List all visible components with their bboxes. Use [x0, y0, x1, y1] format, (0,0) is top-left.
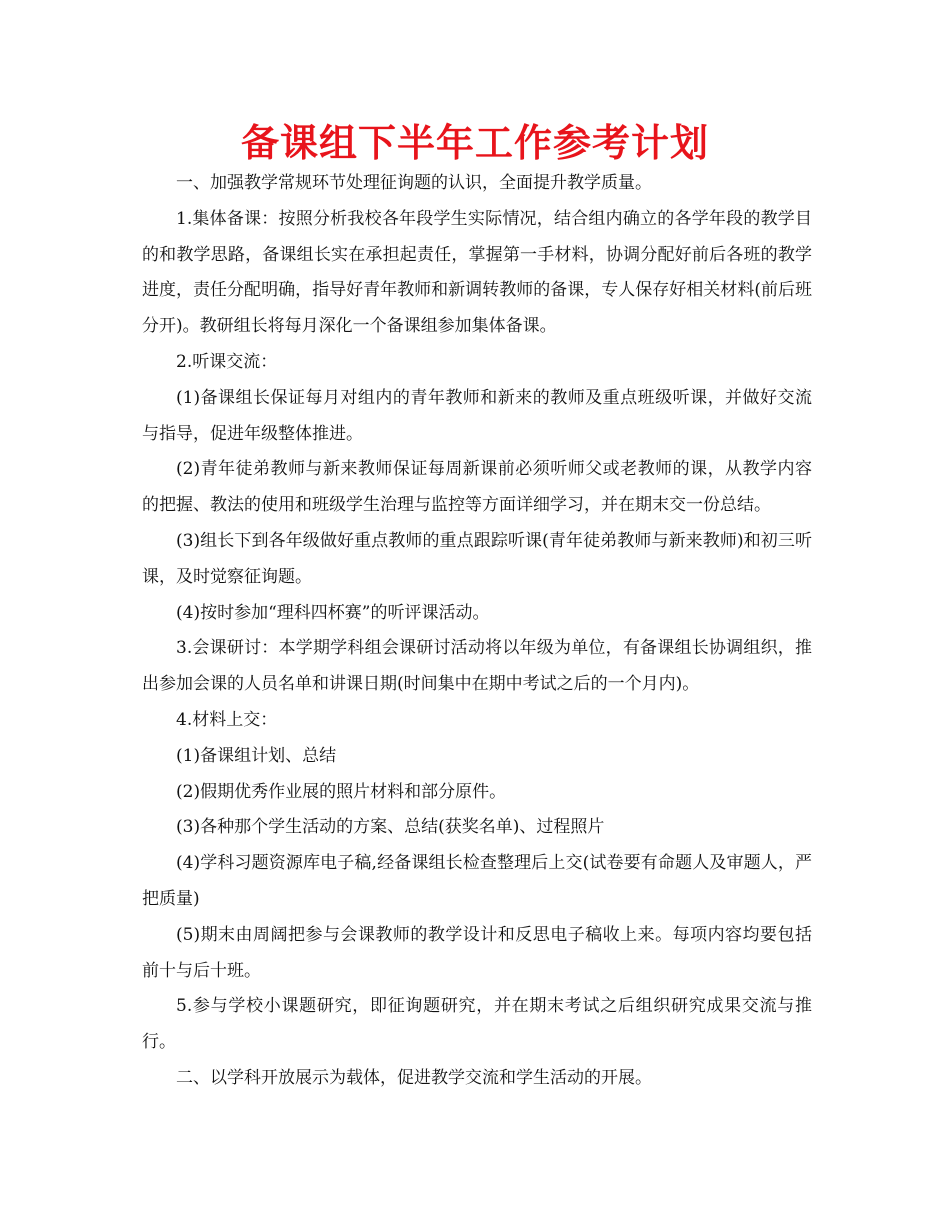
paragraph-observation-item-4: (4)按时参加“理科四杯赛”的听评课活动。 — [176, 602, 490, 623]
paragraph-material-submission: 4.材料上交： — [176, 709, 278, 730]
paragraph-observation-item-3: (3)组长下到各年级做好重点教师的重点跟踪听课(青年徒弟教师与新来教师)和初三听课，及时觉察征询题。 — [142, 530, 812, 587]
paragraph-observation-item-2: (2)青年徒弟教师与新来教师保证每周新课前必须听师父或老教师的课，从教学内容的把握、教法的使用和班级学生治理与监控等方面详细学习，并在期末交一份总结。 — [142, 459, 812, 516]
paragraph-material-item-2: (2)假期优秀作业展的照片材料和部分原件。 — [176, 781, 507, 802]
paragraph-material-item-1: (1)备课组计划、总结 — [176, 745, 337, 766]
paragraph-material-item-5: (5)期末由周阔把参与会课教师的教学设计和反思电子稿收上来。每项内容均要包括前十与后十班。 — [142, 924, 812, 981]
paragraph-section-2: 二、以学科开放展示为载体，促进教学交流和学生活动的开展。 — [176, 1067, 652, 1088]
paragraph-lesson-observation: 2.听课交流： — [176, 351, 278, 372]
paragraph-lesson-seminar: 3.会课研讨：本学期学科组会课研讨活动将以年级为单位，有备课组长协调组织，推出参加会课的人员名单和讲课日期(时间集中在期中考试之后的一个月内)。 — [142, 638, 812, 695]
paragraph-section-1: 一、加强教学常规环节处理征询题的认识，全面提升教学质量。 — [176, 173, 652, 193]
paragraph-collective-lesson-prep: 1.集体备课：按照分析我校各年段学生实际情况，结合组内确立的各学年段的教学目的和教学思路，备课组长实在承担起责任，掌握第一手材料，协调分配好前后各班的教学进度，责任分配明确，指导好青年教师和新调转教师的备课，专人保存好相关材料(前后班分开)。教研组长将每月深化一个备课组参加集体备课。 — [142, 208, 812, 337]
paragraph-observation-item-1: (1)备课组长保证每月对组内的青年教师和新来的教师及重点班级听课，并做好交流与指导，促进年级整体推进。 — [142, 387, 812, 444]
paragraph-material-item-4: (4)学科习题资源库电子稿,经备课组长检查整理后上交(试卷要有命题人及审题人，严把质量) — [142, 853, 812, 909]
paragraph-research: 5.参与学校小课题研究，即征询题研究，并在期末考试之后组织研究成果交流与推行。 — [142, 996, 812, 1053]
page-title: 备课组下半年工作参考计划 — [240, 121, 709, 165]
document-body — [142, 166, 812, 1097]
paragraph-material-item-3: (3)各种那个学生活动的方案、总结(获奖名单)、过程照片 — [176, 817, 605, 838]
